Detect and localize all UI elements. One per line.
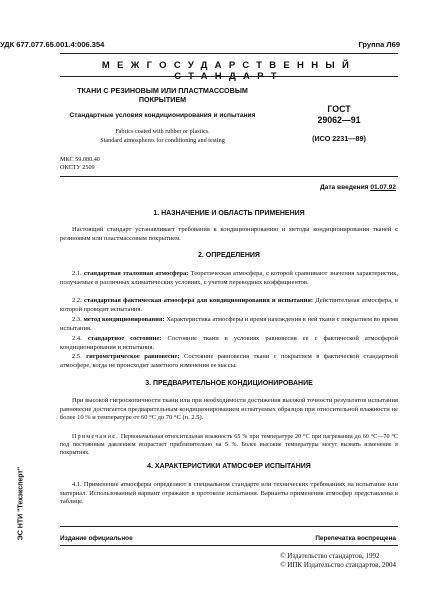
- section-2-title: 2. ОПРЕДЕЛЕНИЯ: [198, 252, 260, 259]
- gost-label: ГОСТ: [327, 104, 351, 114]
- english-title-line-2: Standard atmospheres for conditioning and testing: [100, 136, 225, 144]
- definition-2-5: [60, 353, 398, 370]
- title-line-1: ТКАНИ С РЕЗИНОВЫМ ИЛИ ПЛАСТМАССОВЫМ: [77, 86, 248, 95]
- definition-2-2-number: 2.2.: [72, 297, 82, 304]
- section-1-text: [60, 226, 398, 243]
- group-code: Группа Л69: [358, 40, 400, 49]
- definition-2-5-number: 2.5.: [72, 353, 82, 360]
- note-text: Первоначальная относительная влажность 65 % при температуре 20 °С при нагревании до 60 °С—70 °С под постоянным давлением возрастает приблизительно на 5 %. Более высокие температуры могут вызвать изменение в покрытиях.: [60, 434, 398, 457]
- footer-rule: [60, 526, 398, 527]
- definition-2-3-term: метод кондиционирования:: [83, 316, 165, 323]
- copyright-1992: © Издательство стандартов, 1992: [280, 552, 380, 560]
- interstate-standard-heading: МЕЖГОСУДАРСТВЕННЫЙ СТАНДАРТ: [101, 60, 357, 82]
- date-label: Дата введения: [319, 184, 369, 191]
- section-3-note: [60, 433, 398, 458]
- section-1-title: 1. НАЗНАЧЕНИЕ И ОБЛАСТЬ ПРИМЕНЕНИЯ: [153, 210, 305, 217]
- definition-2-1: [60, 270, 398, 287]
- introduction-date: [320, 184, 396, 191]
- section-3-text: [60, 397, 398, 423]
- definition-2-2-text: Действительная атмосфера, в которой проводят испытания.: [60, 297, 399, 313]
- section-4-text: [60, 481, 398, 507]
- gost-designation: [284, 104, 394, 126]
- definition-2-4-number: 2.4.: [72, 335, 82, 342]
- section-3-body: При высокой гигроскопичности ткани или при необходимости достижения высокой точности результатов испытания равновесие достигается предварительным кондиционированием испытуемых образцов при относительной влажности не более 10 % и температуре от 60 °С до 70 °С (п. 2.5).: [60, 397, 398, 422]
- definition-2-2: [60, 297, 398, 314]
- stamp-text: ЭС НТИ "Техэксперт": [17, 466, 25, 541]
- section-4-body: 4.1. Применение атмосферы определяют в специальном стандарте или технических требованиях на испытание или материал. Использованный вариант отражают в протоколе испытания. Варианты применения атмосфер представлены в таблице.: [60, 481, 398, 506]
- english-title-line-1: Fabrics coated with rubber or plastics.: [115, 128, 210, 135]
- section-4-title: 4. ХАРАКТЕРИСТИКИ АТМОСФЕР ИСПЫТАНИЯ: [147, 463, 311, 470]
- definition-2-4: [60, 335, 398, 352]
- iso-reference: (ИСО 2231—89): [312, 134, 366, 143]
- definition-2-3-text: Характеристика атмосферы и время нахождения в ней ткани с покрытием во время испытания.: [60, 316, 399, 332]
- copyright-2004: © ИПК Издательство стандартов, 2004: [280, 561, 396, 570]
- mid-rule: [60, 76, 398, 77]
- definition-2-1-text: Теоретическая атмосфера, с которой сравнивают значения характеристик, получаемые в различных климатических условиях, с учетом переводных коэффициентов.: [60, 270, 399, 286]
- document-subtitle: Стандартные условия кондиционирования и испытания: [69, 112, 256, 119]
- footer-rule-2: [60, 545, 398, 546]
- techexpert-stamp: [12, 440, 24, 570]
- definition-2-4-text: Состояние ткани в условиях равновесия ее с фактической атмосферой кондиционирования и испытания.: [60, 335, 398, 351]
- definition-2-5-term: гигрометрическое равновесие:: [86, 353, 180, 360]
- official-edition: Издание официальное: [60, 535, 133, 542]
- gost-number: 29062—91: [317, 115, 361, 125]
- classification-codes: [60, 156, 100, 172]
- title-line-2: ПОКРЫТИЕМ: [138, 95, 187, 104]
- definition-2-3-number: 2.3.: [72, 316, 82, 323]
- definition-2-2-term: стандартная фактическая атмосфера для кондиционирования и испытания:: [83, 297, 314, 304]
- section-3-title: 3. ПРЕДВАРИТЕЛЬНОЕ КОНДИЦИОНИРОВАНИЕ: [145, 380, 313, 387]
- udk-code: УДК 677.077.65.001.4:006.354: [0, 40, 105, 49]
- definition-2-3: [60, 316, 398, 333]
- definition-2-5-text: Состояние равновесия ткани с покрытием в фактической стандартной атмосфере, когда не происходит заметного изменения ее массы.: [60, 353, 399, 369]
- document-title: [60, 86, 265, 104]
- definition-2-4-term: стандартное состояние:: [87, 335, 162, 342]
- english-title: [60, 128, 265, 145]
- copyright-block: [280, 552, 396, 571]
- date-value: 01.07.92: [370, 184, 396, 191]
- top-rule: [60, 53, 398, 54]
- definition-2-1-term: стандартная эталонная атмосфера:: [83, 270, 189, 277]
- section-1-body: Настоящий стандарт устанавливает требования к кондиционированию и методы кондиционирования тканей с резиновым или пластмассовым покрытием.: [60, 226, 398, 242]
- mks-code: МКС 59.080.40: [60, 156, 100, 163]
- okstu-code: ОКСТУ 2509: [60, 164, 95, 171]
- note-label: Примечание.: [72, 434, 119, 440]
- codes-rule: [60, 176, 398, 177]
- reprint-prohibited: Перепечатка воспрещена: [315, 535, 396, 542]
- definition-2-1-number: 2.1.: [72, 270, 82, 277]
